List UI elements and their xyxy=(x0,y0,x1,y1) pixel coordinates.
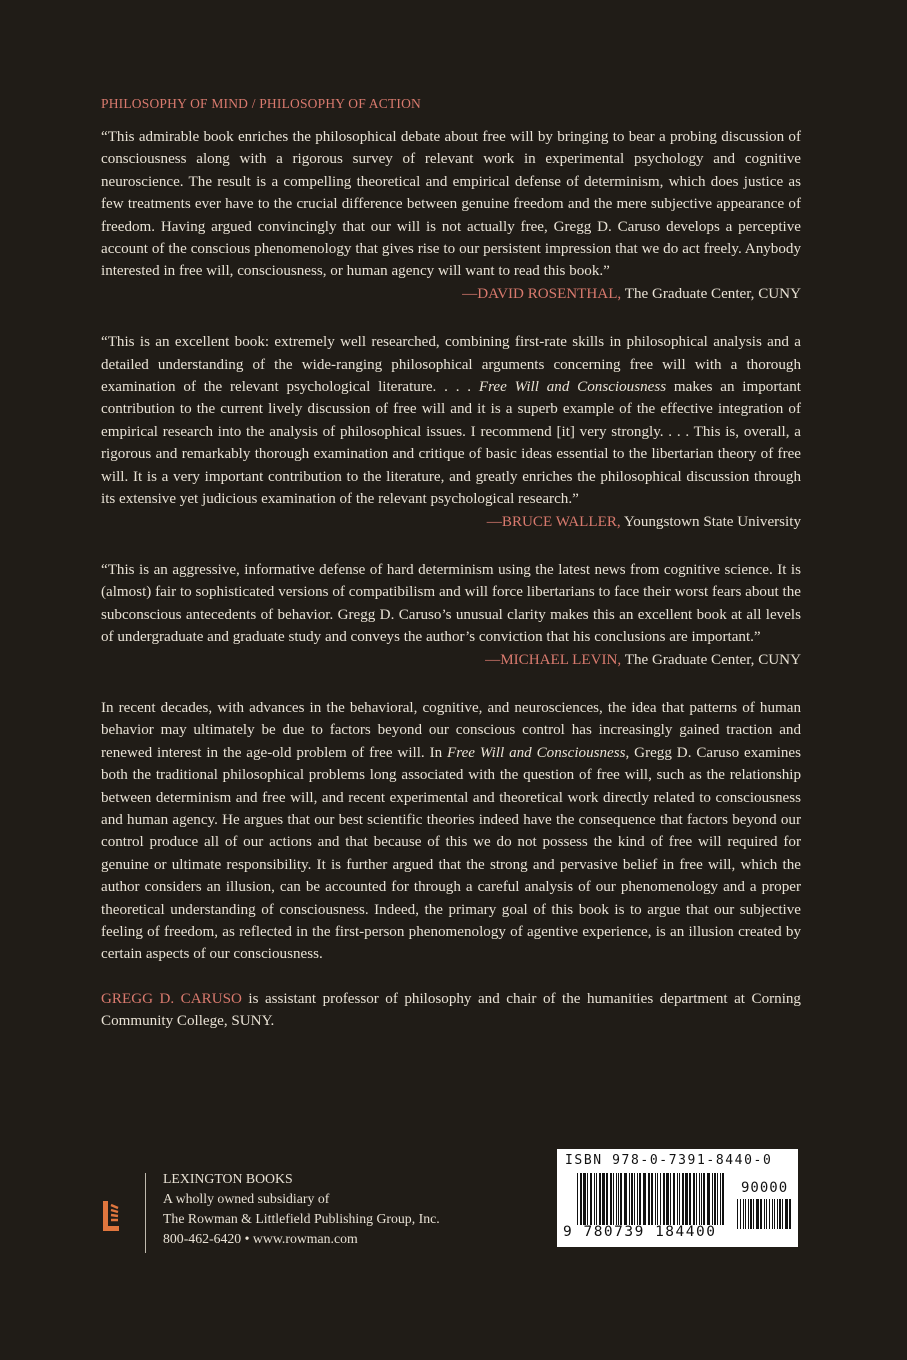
barcode-bar xyxy=(673,1173,675,1225)
review-affiliation-2: Youngstown State University xyxy=(623,513,801,530)
publisher-line-1: A wholly owned subsidiary of xyxy=(163,1191,330,1206)
review-attribution-2 xyxy=(101,511,801,533)
review-quote-2-part-a: “This is an excellent book: extremely well researched, combining first-rate skills in philosophical analysis and a detailed understanding of the wide-ranging philosophical arguments concerning free will with a thorough examination of the relevant psychological literature. . . . xyxy=(101,334,801,396)
barcode-bar xyxy=(693,1173,695,1225)
barcode-bar xyxy=(634,1173,635,1225)
barcode-digits: 9 780739 184400 xyxy=(563,1224,717,1240)
back-cover-content xyxy=(101,96,801,1033)
review-quote-1: “This admirable book enriches the philosophical debate about free will by bringing to bear a probing discussion of consciousness along with a rigorous survey of relevant work in experimental psychology and cognitive neuroscience. The result is a compelling theoretical and empirical defense of determinism, which does justice as few treatments ever have to the crucial difference between genuine freedom and the mere subjective appearance of freedom. Having argued convincingly that our will is not actually free, Gregg D. Caruso develops a perceptive account of the conscious phenomenology that gives rise to our persistent impression that we do act freely. Anybody interested in free will, consciousness, or human agency will want to read this book.” xyxy=(101,129,801,280)
barcode-bar xyxy=(756,1199,759,1229)
barcode-bar xyxy=(637,1173,638,1225)
barcode-bar xyxy=(610,1173,612,1225)
barcode-bar xyxy=(648,1173,650,1225)
publisher-line-2: The Rowman & Littlefield Publishing Group, Inc. xyxy=(163,1211,440,1226)
barcode-bar xyxy=(620,1173,622,1225)
barcode-bar xyxy=(766,1199,767,1229)
barcode-bar xyxy=(779,1199,781,1229)
barcode-bar xyxy=(666,1173,669,1225)
description-part-a: In recent decades, with advances in the behavioral, cognitive, and neurosciences, the idea that patterns of human behavior may ultimately be due to factors beyond our conscious control has increasingly gained traction and renewed interest in the age-old problem of free will. In xyxy=(101,699,801,761)
barcode-bar xyxy=(679,1173,680,1225)
barcode-bar xyxy=(740,1199,741,1229)
publisher-name: LEXINGTON BOOKS xyxy=(163,1171,293,1186)
review-author-1: —DAVID ROSENTHAL, xyxy=(462,285,622,302)
review-attribution-3 xyxy=(101,649,801,671)
barcode-bar xyxy=(701,1173,702,1225)
isbn-label: ISBN 978-0-7391-8440-0 xyxy=(565,1153,773,1168)
barcode-bar xyxy=(720,1173,721,1225)
barcode-bar xyxy=(703,1173,705,1225)
barcode-bar xyxy=(618,1173,619,1225)
barcode-bar xyxy=(772,1199,773,1229)
barcode-bar xyxy=(699,1173,700,1225)
description-book-title: Free Will and Consciousness xyxy=(447,744,626,761)
barcode-bar xyxy=(602,1173,605,1225)
barcode-bar xyxy=(760,1199,762,1229)
review-affiliation-3: The Graduate Center, CUNY xyxy=(624,651,801,668)
book-description xyxy=(101,697,801,966)
review-affiliation-1: The Graduate Center, CUNY xyxy=(624,285,801,302)
barcode-bar xyxy=(774,1199,775,1229)
barcode-bar xyxy=(764,1199,765,1229)
author-bio xyxy=(101,988,801,1033)
barcode-bar xyxy=(663,1173,665,1225)
barcode-bar xyxy=(606,1173,608,1225)
barcode-bar xyxy=(583,1173,586,1225)
barcode-bar xyxy=(577,1173,578,1225)
review-quote-2 xyxy=(101,331,801,510)
barcode-bar xyxy=(587,1173,588,1225)
barcode-main xyxy=(577,1173,727,1225)
barcode-bar xyxy=(689,1173,691,1225)
review-author-2: —BRUCE WALLER, xyxy=(486,513,621,530)
barcode-bar xyxy=(743,1199,744,1229)
barcode-bar xyxy=(657,1173,658,1225)
barcode-addon xyxy=(737,1199,793,1235)
barcode-bar xyxy=(580,1173,582,1225)
barcode-bar xyxy=(651,1173,653,1225)
barcode-bar xyxy=(655,1173,656,1225)
barcode-bar xyxy=(590,1173,592,1225)
review-quote-2-book-title: Free Will and Consciousness xyxy=(478,379,667,396)
review-attribution-1 xyxy=(101,283,801,305)
description-part-b: , Gregg D. Caruso examines both the traditional philosophical problems long associated with the question of free will, such as the relationship between determinism and free will, and recent experimental and theoretical work directly related to consciousness and human agency. He argues that our best scientific theories indeed have the consequence that factors beyond our control produce all of our actions and that because of this we do not possess the kind of free will required for genuine or ultimate responsibility. It is further argued that the strong and pervasive belief in free will, which the author considers an illusion, can be accounted for through a careful analysis of our phenomenology and a proper theoretical understanding of consciousness. Indeed, the primary goal of this book is to argue that our subjective feeling of freedom, as reflected in the first-person phenomenology of agentive experience, is an illusion created by certain aspects of our consciousness. xyxy=(101,744,802,963)
review-author-3: —MICHAEL LEVIN, xyxy=(485,651,622,668)
barcode-bar xyxy=(629,1173,630,1225)
barcode-bar xyxy=(677,1173,678,1225)
barcode-bar xyxy=(745,1199,746,1229)
barcode-bar xyxy=(613,1173,614,1225)
barcode-bar xyxy=(643,1173,646,1225)
barcode-bar xyxy=(777,1199,778,1229)
barcode-bar xyxy=(660,1173,661,1225)
category-label: PHILOSOPHY OF MIND / PHILOSOPHY OF ACTION xyxy=(101,96,421,111)
price-code: 90000 xyxy=(741,1180,789,1196)
publisher-divider xyxy=(145,1173,146,1253)
publisher-contact: 800-462-6420 • www.rowman.com xyxy=(163,1231,358,1246)
barcode-bar xyxy=(685,1173,688,1225)
review-quote-3: “This is an aggressive, informative defense of hard determinism using the latest news from cognitive science. It is (almost) fair to sophisticated versions of compatibilism and will force libertarians to face their worst fears about the subconscious antecedents of behavior. Gregg D. Caruso’s unusual clarity makes this an excellent book at all levels of undergraduate and graduate study and conveys the author’s conviction that his conclusions are important.” xyxy=(101,561,801,646)
barcode-bar xyxy=(722,1173,724,1225)
barcode-bar xyxy=(639,1173,641,1225)
barcode-bar xyxy=(631,1173,633,1225)
barcode-bar xyxy=(714,1173,716,1225)
author-name: GREGG D. CARUSO xyxy=(101,990,242,1007)
barcode-bar xyxy=(624,1173,627,1225)
barcode-bar xyxy=(748,1199,749,1229)
barcode-bar xyxy=(753,1199,754,1229)
barcode-bar xyxy=(596,1173,597,1225)
barcode-bar xyxy=(712,1173,713,1225)
barcode-bar xyxy=(682,1173,684,1225)
publisher-info xyxy=(163,1169,440,1249)
barcode-bar xyxy=(750,1199,752,1229)
barcode-bar xyxy=(707,1173,710,1225)
barcode-bar xyxy=(696,1173,697,1225)
barcode-bar xyxy=(785,1199,788,1229)
barcode-bar xyxy=(769,1199,770,1229)
barcode-bar xyxy=(594,1173,595,1225)
lexington-books-logo-icon xyxy=(101,1199,121,1233)
review-quote-2-part-b: makes an important contribution to the current lively discussion of free will and it is a superb example of the effective integration of empirical research into the analysis of philosophical issues. I recommend [it] very strongly. . . . This is, overall, a rigorous and remarkably thorough examination and critique of basic ideas essential to the libertarian theory of free will. It is a very important contribution to the literature, and greatly enriches the philosophical discussion through its extensive yet judicious examination of the relevant psychological research.” xyxy=(101,379,801,508)
barcode-bar xyxy=(789,1199,791,1229)
barcode-bar xyxy=(599,1173,601,1225)
barcode-bar xyxy=(717,1173,718,1225)
barcode-bar xyxy=(670,1173,671,1225)
barcode-bar xyxy=(737,1199,738,1229)
isbn-barcode-box xyxy=(557,1149,798,1247)
author-bio-text: is assistant professor of philosophy and chair of the humanities department at Corning Community College, SUNY. xyxy=(101,990,801,1030)
barcode-bar xyxy=(782,1199,783,1229)
barcode-bar xyxy=(616,1173,617,1225)
